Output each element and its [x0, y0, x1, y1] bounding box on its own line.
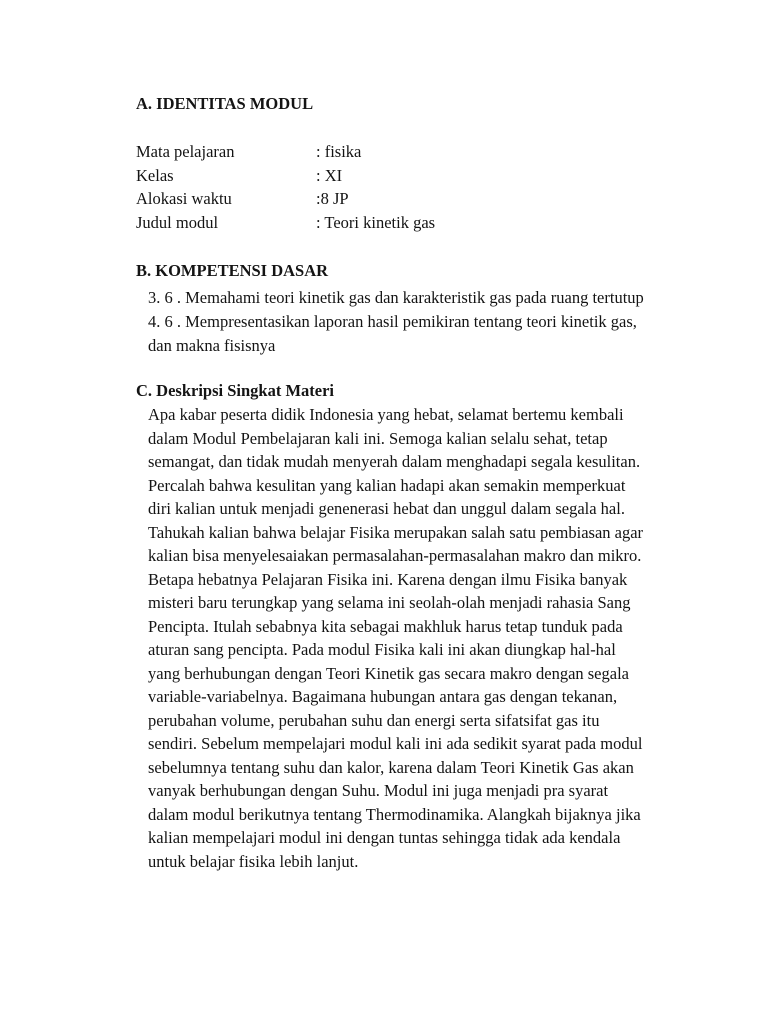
- paragraph-line: untuk belajar fisika lebih lanjut.: [148, 851, 359, 871]
- identity-row-class: [136, 166, 696, 186]
- paragraph-line: dalam Modul Pembelajaran kali ini. Semoga kalian selalu sehat, tetap: [148, 428, 608, 448]
- identity-row-title: [136, 213, 696, 233]
- identity-value: : fisika: [316, 142, 362, 161]
- identity-value: :8 JP: [316, 189, 349, 208]
- paragraph-line: variable-variabelnya. Bagaimana hubungan antara gas dengan tekanan,: [148, 687, 618, 706]
- paragraph-line: kalian bisa menyelesaiakan permasalahan-permasalahan makro dan mikro.: [148, 546, 642, 565]
- section-b-heading: B. KOMPETENSI DASAR: [136, 261, 329, 280]
- competency-line: 4. 6 . Mempresentasikan laporan hasil pemikiran tentang teori kinetik gas,: [148, 312, 637, 331]
- identity-row-subject: [136, 142, 696, 162]
- paragraph-line: dalam modul berikutnya tentang Thermodinamika. Alangkah bijaknya jika: [148, 804, 641, 824]
- identity-row-time: [136, 189, 696, 209]
- paragraph-line: semangat, dan tidak mudah menyerah dalam menghadapi segala kesulitan.: [148, 452, 641, 471]
- section-c-heading: C. Deskripsi Singkat Materi: [136, 381, 334, 400]
- paragraph-line: yang berhubungan dengan Teori Kinetik gas secara makro dengan segala: [148, 663, 629, 683]
- paragraph-line: perubahan volume, perubahan suhu dan energi serta sifatsifat gas itu: [148, 710, 600, 730]
- paragraph-line: Apa kabar peserta didik Indonesia yang hebat, selamat bertemu kembali: [148, 405, 624, 424]
- paragraph-line: aturan sang pencipta. Pada modul Fisika kali ini akan diungkap hal-hal: [148, 640, 616, 659]
- paragraph-line: sendiri. Sebelum mempelajari modul kali ini ada sedikit syarat pada modul: [148, 734, 643, 753]
- competency-line: dan makna fisisnya: [148, 336, 276, 355]
- identity-label: Judul modul: [136, 213, 219, 232]
- identity-value: : XI: [316, 166, 343, 185]
- identity-value: : Teori kinetik gas: [316, 213, 436, 232]
- paragraph-line: Pencipta. Itulah sebabnya kita sebagai makhluk harus tetap tunduk pada: [148, 616, 623, 636]
- identity-label: Alokasi waktu: [136, 189, 232, 208]
- description-paragraph: [148, 403, 708, 873]
- competency-list: [148, 286, 708, 358]
- competency-line: 3. 6 . Memahami teori kinetik gas dan karakteristik gas pada ruang tertutup: [148, 288, 644, 307]
- identity-label: Kelas: [136, 166, 174, 185]
- paragraph-line: Percalah bahwa kesulitan yang kalian hadapi akan semakin memperkuat: [148, 475, 626, 495]
- paragraph-line: sebelumnya tentang suhu dan kalor, karena dalam Teori Kinetik Gas akan: [148, 757, 634, 777]
- paragraph-line: diri kalian untuk menjadi genenerasi hebat dan unggul dalam segala hal.: [148, 499, 625, 518]
- paragraph-line: Betapa hebatnya Pelajaran Fisika ini. Karena dengan ilmu Fisika banyak: [148, 569, 628, 589]
- paragraph-line: vanyak berhubungan dengan Suhu. Modul ini juga menjadi pra syarat: [148, 781, 609, 800]
- identity-label: Mata pelajaran: [136, 142, 235, 161]
- paragraph-line: misteri baru terungkap yang selama ini seolah-olah menjadi rahasia Sang: [148, 593, 631, 612]
- paragraph-line: Tahukah kalian bahwa belajar Fisika merupakan salah satu pembiasan agar: [148, 522, 644, 542]
- section-a-heading: A. IDENTITAS MODUL: [136, 94, 314, 113]
- paragraph-line: kalian mempelajari modul ini dengan tuntas sehingga tidak ada kendala: [148, 828, 621, 847]
